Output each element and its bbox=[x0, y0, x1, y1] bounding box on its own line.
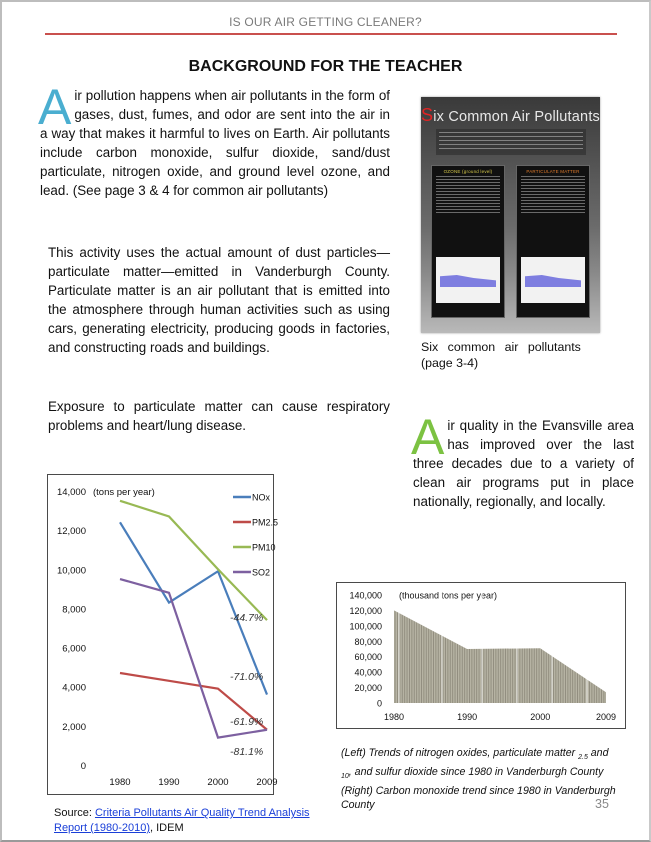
dropcap-letter: A bbox=[411, 409, 445, 465]
x-tick-label: 1980 bbox=[109, 777, 131, 788]
y-tick-label: 60,000 bbox=[354, 652, 382, 663]
percent-change-label: -71.0% bbox=[230, 671, 264, 683]
exposure-paragraph: Exposure to particulate matter can cause respiratory problems and heart/lung disease. bbox=[48, 399, 390, 434]
poster-mini-chart bbox=[521, 257, 585, 303]
x-tick-label: 1990 bbox=[457, 712, 478, 722]
y-tick-label: 4,000 bbox=[62, 682, 86, 694]
y-tick-label: 140,000 bbox=[349, 590, 382, 601]
legend-label: SO2 bbox=[252, 567, 271, 578]
poster-panel-title: OZONE (ground level) bbox=[443, 169, 493, 174]
units-label: (thousand tons per year) bbox=[399, 590, 498, 601]
y-tick-label: 120,000 bbox=[349, 605, 382, 616]
page-number: 35 bbox=[595, 797, 609, 811]
x-tick-label: 1980 bbox=[383, 712, 405, 722]
poster-title-rest: ix Common Air Pollutants bbox=[433, 109, 600, 125]
y-tick-label: 12,000 bbox=[56, 526, 86, 538]
caption-subscript-10: 10 bbox=[341, 773, 349, 781]
percent-change-label: -61.9% bbox=[230, 716, 264, 728]
units-label: (tons per year) bbox=[93, 487, 155, 498]
y-tick-label: 40,000 bbox=[354, 667, 382, 678]
header-rule bbox=[45, 33, 617, 35]
running-header: IS OUR AIR GETTING CLEANER? bbox=[229, 15, 422, 29]
x-tick-label: 1990 bbox=[158, 777, 180, 788]
y-tick-label: 6,000 bbox=[62, 643, 86, 655]
source-report-link[interactable]: Criteria Pollutants Air Quality Trend Analysis Report (1980-2010) bbox=[54, 807, 310, 834]
source-agency: , IDEM bbox=[150, 822, 184, 834]
y-tick-label: 8,000 bbox=[62, 604, 86, 616]
poster-title bbox=[421, 105, 600, 126]
caption-right-text: (Right) Carbon monoxide trend since 1980 in Vanderburgh County bbox=[341, 785, 616, 812]
area-chart-svg bbox=[337, 583, 625, 728]
intro-paragraph bbox=[38, 79, 390, 201]
activity-paragraph: This activity uses the actual amount of dust particles—particulate matter—emitted in Vanderburgh County. Particulate matter is an air pollutant that is emitted into the atmosphere through human activities such as using cars, generating electricity, producing goods in factories, and constructing roads and buildings. bbox=[48, 245, 390, 356]
legend-label: PM2.5 bbox=[252, 517, 279, 528]
source-label: Source: bbox=[54, 807, 95, 819]
section-title: BACKGROUND FOR THE TEACHER bbox=[188, 58, 463, 75]
poster-panel-particulate bbox=[516, 165, 590, 318]
y-tick-label: 10,000 bbox=[56, 565, 86, 577]
y-tick-label: 20,000 bbox=[354, 683, 382, 694]
y-tick-label: 80,000 bbox=[354, 636, 382, 647]
poster-mini-chart bbox=[436, 257, 500, 303]
intro-text: ir pollution happens when air pollutants in the form of gases, dust, fumes, and odor are sent into the air in a way that makes it harmful to lives on Earth. Air pollutants include carbon monoxide, sulfur dioxide, sand/dust particulate, nitrogen oxide, and ground level ozone, and lead. (See page 3 & 4 for common air pollutants) bbox=[40, 88, 390, 199]
source-citation bbox=[54, 806, 314, 836]
caption-left-text: (Left) Trends of nitrogen oxides, particulate matter bbox=[341, 747, 579, 759]
line-chart-svg bbox=[48, 475, 279, 794]
poster-title-initial: S bbox=[421, 105, 434, 125]
emissions-line-chart bbox=[47, 474, 279, 795]
percent-change-label: -44.7% bbox=[230, 612, 264, 624]
y-tick-label: 14,000 bbox=[56, 487, 86, 498]
dropcap-letter: A bbox=[38, 79, 72, 135]
poster-caption-line: Six common air pollutants bbox=[421, 340, 581, 354]
poster-caption bbox=[421, 339, 617, 371]
poster-intro-text-block bbox=[436, 129, 586, 155]
y-tick-label: 100,000 bbox=[349, 621, 382, 632]
legend-label: NOx bbox=[252, 492, 270, 503]
x-tick-label: 2009 bbox=[256, 777, 278, 788]
x-tick-label: 2009 bbox=[595, 712, 617, 722]
figure-caption bbox=[341, 746, 621, 812]
legend-label: PM10 bbox=[252, 542, 276, 553]
caption-left-suffix: , and sulfur dioxide since 1980 in Vanderburgh County bbox=[348, 766, 604, 779]
poster-panel-title: PARTICULATE MATTER bbox=[526, 169, 580, 174]
air-quality-text: ir quality in the Evansville area has improved over the last three decades due to a variety of clean air programs put in place nationally, regionally, and locally. bbox=[413, 418, 634, 510]
caption-and: and bbox=[587, 747, 609, 759]
poster-panel-ozone bbox=[431, 165, 505, 318]
six-pollutants-poster-thumbnail[interactable] bbox=[421, 97, 600, 333]
y-tick-label: 0 bbox=[376, 698, 382, 709]
poster-caption-pages: (page 3-4) bbox=[421, 356, 479, 370]
caption-subscript-25: 2.5 bbox=[578, 754, 588, 762]
y-tick-label: 0 bbox=[80, 761, 86, 772]
carbon-monoxide-area-chart bbox=[336, 582, 626, 729]
y-tick-label: 2,000 bbox=[62, 721, 86, 733]
co-area-fill bbox=[394, 610, 606, 703]
series-line-so2 bbox=[120, 579, 267, 738]
percent-change-label: -81.1% bbox=[230, 746, 264, 758]
air-quality-paragraph bbox=[411, 409, 634, 511]
x-tick-label: 2000 bbox=[530, 712, 551, 722]
x-tick-label: 2000 bbox=[207, 777, 229, 788]
